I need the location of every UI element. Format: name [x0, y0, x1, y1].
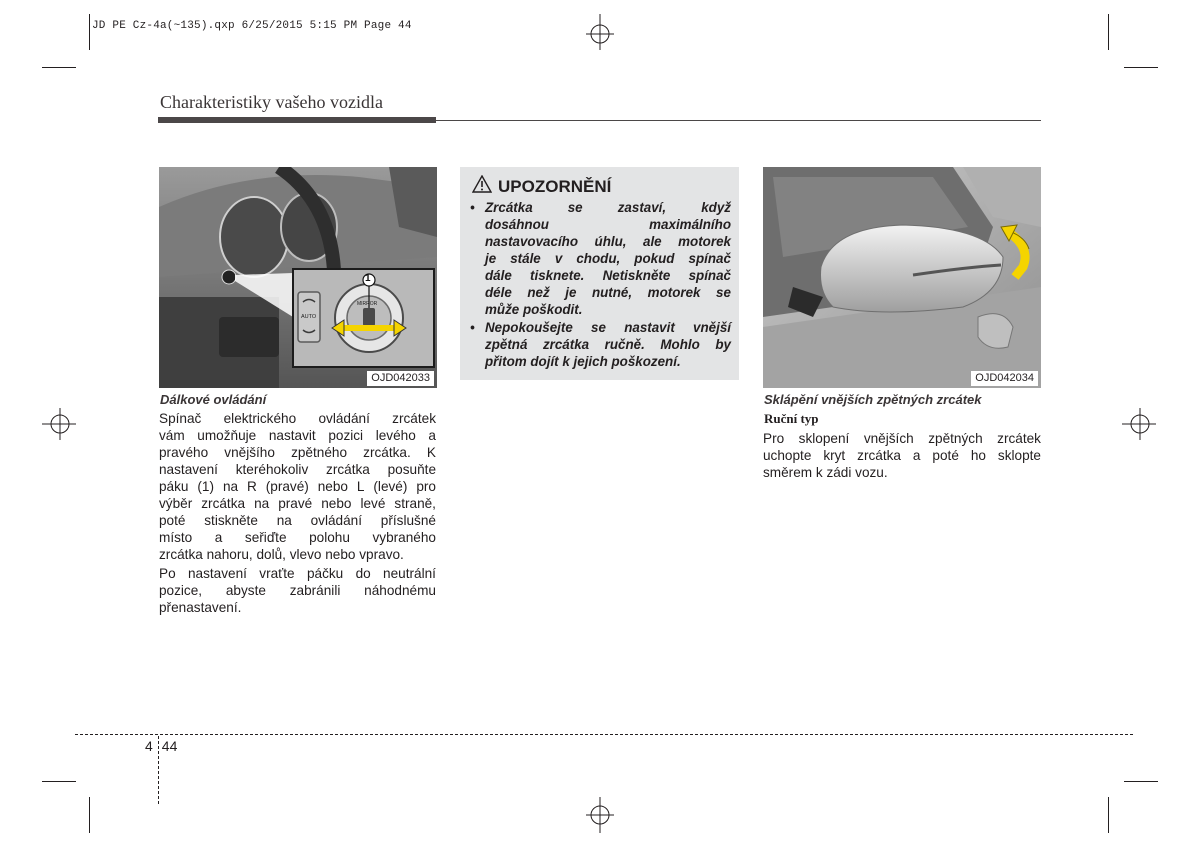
word: neutrální — [383, 566, 436, 581]
word: úhlu, — [594, 234, 627, 249]
registration-mark-bottom — [582, 797, 618, 833]
word: sklopte — [997, 448, 1041, 463]
word: je — [485, 251, 497, 266]
word: zpětná — [485, 337, 528, 352]
word: L — [356, 479, 365, 494]
word: R — [247, 479, 257, 494]
word: stiskněte — [204, 513, 258, 528]
bullet-marker: • — [470, 200, 475, 215]
body-line — [159, 478, 436, 495]
callout-number: 1 — [365, 273, 371, 284]
word: dosáhnou — [485, 217, 549, 232]
section-title: Charakteristiky vašeho vozidla — [160, 92, 383, 112]
word: posuňte — [387, 462, 436, 477]
mirror-folding-photo — [763, 167, 1041, 388]
word: motorek — [678, 234, 731, 249]
word: ho — [970, 448, 986, 463]
word: nebo — [317, 479, 348, 494]
body-line — [159, 582, 436, 599]
registration-mark-top — [582, 14, 618, 50]
warning-line — [485, 233, 731, 250]
body-line — [763, 447, 1041, 464]
word: chodu, — [576, 251, 621, 266]
mirror-illustration — [763, 167, 1041, 388]
word: (pravé) — [265, 479, 309, 494]
word: ovládání — [318, 411, 370, 426]
word: zabránili — [289, 583, 341, 598]
word: se — [591, 320, 606, 335]
body-line — [159, 495, 436, 512]
body-line — [159, 410, 436, 427]
word: výběr — [159, 496, 193, 511]
word: (1) — [197, 479, 215, 494]
word: umožňuje — [197, 428, 257, 443]
word: Zrcátka — [485, 200, 533, 215]
word: a — [428, 428, 436, 443]
print-slug: JD PE Cz-4a(~135).qxp 6/25/2015 5:15 PM Page 44 — [92, 20, 412, 32]
word: než — [527, 285, 550, 300]
word: a — [214, 530, 223, 545]
word: zpětného — [291, 445, 348, 460]
word: na — [276, 513, 292, 528]
word: vnější — [693, 320, 731, 335]
switch-detail-inset — [292, 268, 435, 368]
body-line — [159, 427, 436, 444]
word: vnějšího — [224, 445, 275, 460]
word: pravé — [278, 496, 313, 511]
body-line: směrem k zádi vozu. — [763, 465, 888, 480]
word: v — [554, 251, 563, 266]
title-rule — [436, 120, 1041, 121]
warning-line — [485, 199, 731, 216]
word: nastavení — [159, 462, 218, 477]
word: motorek — [647, 285, 701, 300]
word: elektrického — [223, 411, 297, 426]
body-line — [159, 444, 436, 461]
word: straně, — [394, 496, 436, 511]
registration-mark-left — [40, 406, 76, 442]
word: na — [222, 479, 239, 494]
word: spínač — [688, 268, 731, 283]
word: náhodnému — [364, 583, 436, 598]
word: zrcátka — [201, 496, 246, 511]
word: se — [567, 200, 583, 215]
word: zastaví, — [617, 200, 667, 215]
warning-line — [485, 284, 731, 301]
word: maximálního — [649, 217, 731, 232]
warning-line: přitom dojít k jejich poškození. — [485, 354, 681, 369]
word: kryt — [823, 448, 846, 463]
word: poté — [932, 448, 959, 463]
word: vybraného — [372, 530, 436, 545]
word: páku — [159, 479, 189, 494]
word: sklopení — [798, 431, 850, 446]
word: nastavení — [187, 566, 247, 581]
word: vám — [159, 428, 185, 443]
word: místo — [159, 530, 193, 545]
word: Po — [159, 566, 176, 581]
word: spínač — [688, 251, 731, 266]
word: by — [715, 337, 731, 352]
word: páčku — [306, 566, 344, 581]
warning-line — [485, 336, 731, 353]
warning-line — [485, 319, 731, 336]
word: Netiskněte — [602, 268, 671, 283]
bullet-marker: • — [470, 320, 475, 335]
word: déle — [485, 285, 512, 300]
word: vnějších — [863, 431, 914, 446]
registration-mark-right — [1122, 406, 1158, 442]
body-line — [159, 512, 436, 529]
word: pro — [416, 479, 436, 494]
word: stále — [510, 251, 541, 266]
word: ručně. — [604, 337, 645, 352]
subheading-manual-type: Ruční typ — [764, 411, 819, 426]
word: vraťte — [259, 566, 295, 581]
word: Nepokoušejte — [485, 320, 573, 335]
body-line — [763, 430, 1041, 447]
footer-dashed-rule — [75, 734, 1133, 735]
word: nastavovacího — [485, 234, 579, 249]
word: nebo — [321, 496, 352, 511]
warning-triangle-icon — [472, 175, 492, 193]
word: abyste — [225, 583, 266, 598]
image-code: OJD042033 — [367, 371, 434, 386]
page-number-value: 44 — [161, 738, 178, 754]
page-number — [145, 738, 177, 754]
word: zrcátka — [542, 337, 590, 352]
word: pravého — [159, 445, 209, 460]
word: levého — [375, 428, 416, 443]
mirror-label: MIRROR — [357, 301, 378, 307]
word: se — [716, 285, 731, 300]
word: pozice, — [159, 583, 203, 598]
word: kteréhokoliv — [235, 462, 309, 477]
word: na — [254, 496, 270, 511]
word: Spínač — [159, 411, 202, 426]
word: dále — [485, 268, 512, 283]
word: pokud — [634, 251, 675, 266]
warning-line: může poškodit. — [485, 302, 583, 317]
word: zrcátka — [857, 448, 901, 463]
body-line — [159, 565, 436, 582]
word: zrcátek — [392, 411, 436, 426]
word: zrcátka — [326, 462, 370, 477]
word: polohu — [309, 530, 350, 545]
word: seřiďte — [244, 530, 287, 545]
word: a — [912, 448, 921, 463]
word: do — [355, 566, 371, 581]
warning-box — [460, 167, 739, 380]
word: ale — [643, 234, 662, 249]
warning-line — [485, 250, 731, 267]
warning-line — [485, 216, 731, 233]
warning-title: UPOZORNĚNÍ — [498, 177, 612, 196]
word: když — [701, 200, 731, 215]
image-code: OJD042034 — [971, 371, 1038, 386]
mirror-control-photo — [159, 167, 437, 388]
chapter-number: 4 — [145, 738, 153, 754]
auto-label: AUTO — [301, 314, 317, 320]
word: (levé) — [373, 479, 408, 494]
left-caption: Dálkové ovládání — [160, 392, 267, 407]
body-line: zrcátka nahoru, dolů, vlevo nebo vpravo. — [159, 547, 404, 562]
word: zrcátek — [997, 431, 1041, 446]
word: Pro — [763, 431, 785, 446]
right-caption: Sklápění vnějších zpětných zrcátek — [764, 392, 982, 407]
word: pozici — [328, 428, 364, 443]
body-line — [159, 529, 436, 546]
word: ovládání — [310, 513, 362, 528]
word: zpětných — [928, 431, 983, 446]
word: nutné, — [591, 285, 633, 300]
word: uchopte — [763, 448, 812, 463]
body-line: přenastavení. — [159, 600, 242, 615]
word: tisknete. — [530, 268, 585, 283]
word: K — [426, 445, 436, 460]
word: nastavit — [268, 428, 316, 443]
word: je — [565, 285, 577, 300]
word: Mohlo — [660, 337, 700, 352]
title-bar — [158, 117, 436, 123]
word: nastavit — [624, 320, 675, 335]
body-line — [159, 461, 436, 478]
word: příslušné — [380, 513, 436, 528]
warning-line — [485, 267, 731, 284]
word: poté — [159, 513, 186, 528]
word: zrcátka. — [363, 445, 411, 460]
word: levé — [360, 496, 386, 511]
